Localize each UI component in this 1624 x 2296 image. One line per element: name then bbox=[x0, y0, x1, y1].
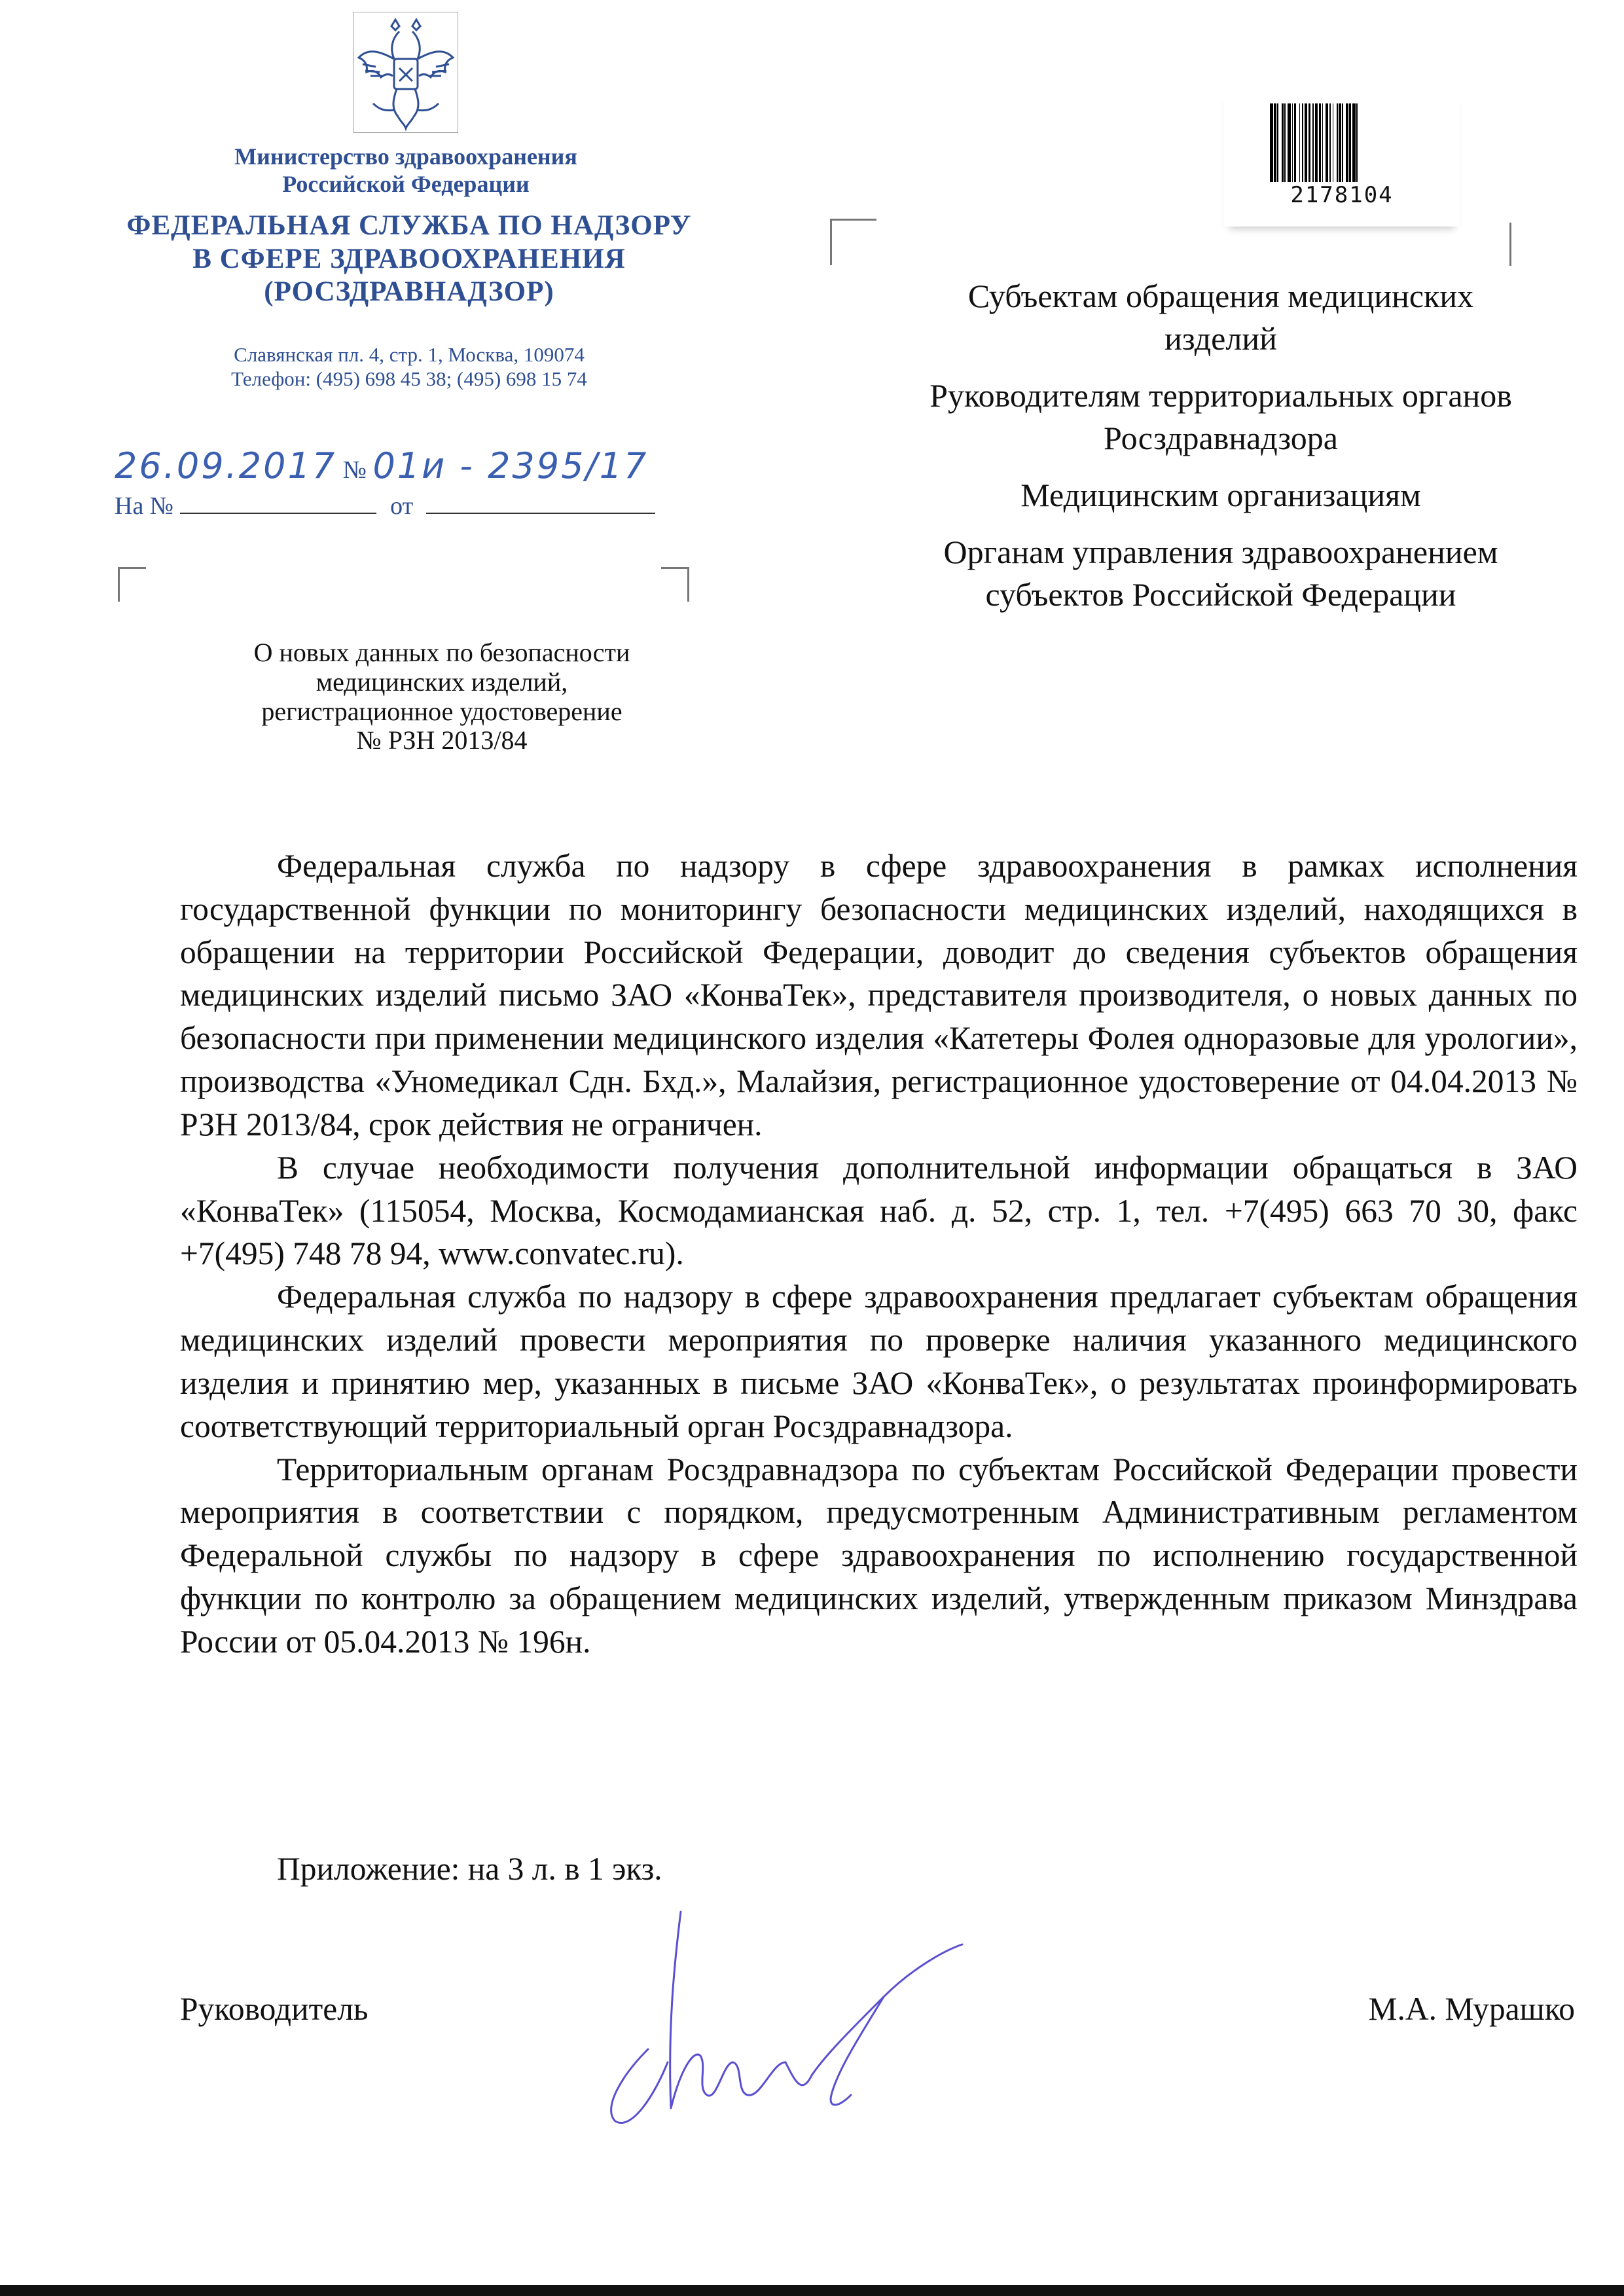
recipient-1: Субъектам обращения медицинских изделий bbox=[967, 278, 1474, 357]
subject-corner-left bbox=[118, 567, 146, 602]
coat-of-arms-icon bbox=[353, 12, 458, 133]
recipients-block bbox=[913, 275, 1528, 630]
contact-block bbox=[98, 343, 720, 391]
barcode-icon bbox=[1270, 103, 1414, 182]
ministry-line2: Российской Федерации bbox=[282, 171, 530, 198]
recipient-2: Руководителям территориальных органов Росздравнадзора bbox=[929, 377, 1512, 456]
reply-number-line bbox=[180, 513, 376, 514]
ministry-name bbox=[118, 143, 694, 198]
registration-line bbox=[115, 445, 697, 520]
reply-date-line bbox=[426, 513, 655, 514]
recipient-corner-right bbox=[1509, 223, 1511, 266]
attachment-note: Приложение: на 3 л. в 1 экз. bbox=[277, 1851, 662, 1887]
barcode-bar bbox=[1358, 103, 1360, 182]
address: Славянская пл. 4, стр. 1, Москва, 109074 bbox=[234, 343, 585, 366]
registration-number: 01и - 2395/17 bbox=[372, 445, 649, 486]
service-line2: В СФЕРЕ ЗДРАВООХРАНЕНИЯ bbox=[192, 243, 626, 274]
number-sign: № bbox=[342, 456, 367, 484]
signature-icon bbox=[576, 1899, 995, 2147]
barcode-number: 2178104 bbox=[1290, 182, 1394, 208]
subject-line1: О новых данных по безопасности bbox=[253, 638, 630, 667]
service-line3: (РОСЗДРАВНАДЗОР) bbox=[264, 276, 554, 308]
body-paragraph-2: В случае необходимости получения дополнительной информации обращаться в ЗАО «КонваТек» (115054, Москва, Космодамианская наб. д. 52, стр. 1, тел. +7(495) 663 70 30, факс +7(495) 748 78 94, www.convatec.ru). bbox=[180, 1149, 1578, 1272]
ministry-line1: Министерство здравоохранения bbox=[234, 143, 577, 170]
recipient-4: Органам управления здравоохранением субъектов Российской Федерации bbox=[943, 534, 1498, 613]
recipient-corner-left bbox=[830, 219, 876, 265]
scan-bottom-edge bbox=[0, 2285, 1624, 2296]
letter-subject bbox=[167, 638, 717, 756]
signatory-name: М.А. Мурашко bbox=[1368, 1991, 1575, 2027]
from-label: от bbox=[390, 492, 414, 520]
reply-label: На № bbox=[115, 492, 174, 520]
body-paragraph-1: Федеральная служба по надзору в сфере здравоохранения в рамках исполнения государственной функции по мониторингу безопасности медицинских изделий, находящихся в обращении на территории Российской Федерации, доводит до сведения субъектов обращения медицинских изделий письмо ЗАО «КонваТек», представителя производителя, о новых данных по безопасности при применении медицинского изделия «Катетеры Фолея одноразовые для урологии», производства «Уномедикал Сдн. Бхд.», Малайзия, регистрационное удостоверение от 04.04.2013 № РЗН 2013/84, срок действия не ограничен. bbox=[180, 848, 1578, 1142]
service-name bbox=[98, 210, 720, 309]
registration-date: 26.09.2017 bbox=[115, 445, 337, 486]
body-paragraph-4: Территориальным органам Росздравнадзора по субъектам Российской Федерации провести мероприятия в соответствии с порядком, предусмотренным Административным регламентом Федеральной службы по надзору в сфере здравоохранения по исполнению государственной функции по контролю за обращением медицинских изделий, утвержденным приказом Минздрава России от 05.04.2013 № 196н. bbox=[180, 1451, 1578, 1660]
subject-line3: регистрационное удостоверение bbox=[261, 696, 623, 726]
signatory-title: Руководитель bbox=[180, 1991, 369, 2027]
body-paragraph-3: Федеральная служба по надзору в сфере здравоохранения предлагает субъектам обращения медицинских изделий провести мероприятия по проверке наличия указанного медицинского изделия и принятию мер, указанных в письме ЗАО «КонваТек», о результатах проинформировать соответствующий территориальный орган Росздравнадзора. bbox=[180, 1279, 1578, 1444]
subject-corner-right bbox=[661, 567, 689, 602]
subject-line4: № РЗН 2013/84 bbox=[356, 725, 528, 756]
service-line1: ФЕДЕРАЛЬНАЯ СЛУЖБА ПО НАДЗОРУ bbox=[126, 210, 692, 241]
barcode-label bbox=[1224, 90, 1460, 227]
subject-line2: медицинских изделий, bbox=[316, 666, 568, 697]
letter-body bbox=[180, 845, 1578, 1664]
recipient-3: Медицинским организациям bbox=[1020, 477, 1421, 513]
phone: Телефон: (495) 698 45 38; (495) 698 15 74 bbox=[231, 367, 587, 390]
